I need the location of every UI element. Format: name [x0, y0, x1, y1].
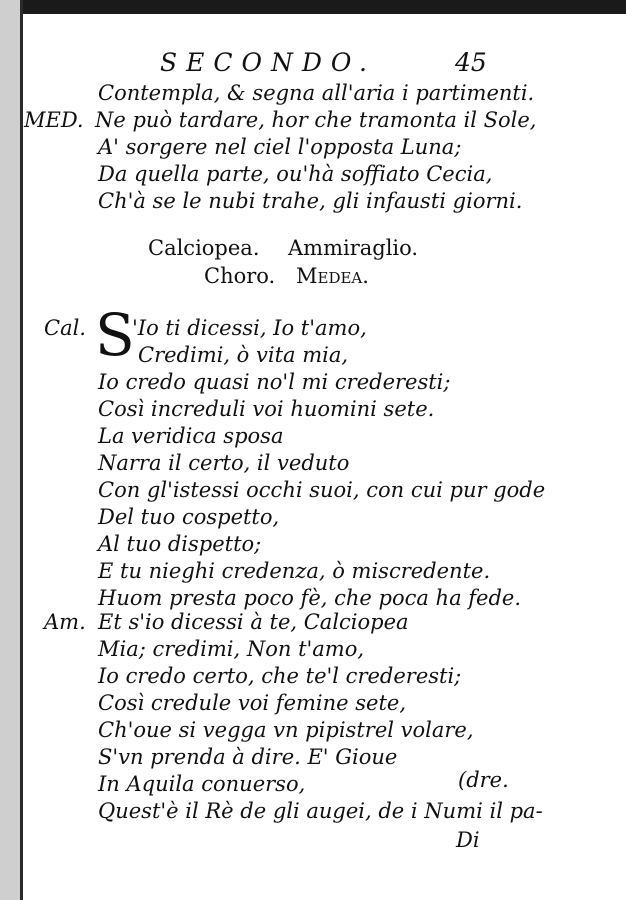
- scene-character: Ammiraglio.: [288, 236, 419, 260]
- verse-line: A' sorgere nel ciel l'opposta Luna;: [98, 135, 462, 159]
- verse-line: Ne può tardare, hor che tramonta il Sole,: [95, 108, 537, 132]
- verse-line: 'Io ti dicessi, Io t'amo,: [132, 316, 367, 340]
- verse-line: In Aquila conuerso,: [98, 772, 306, 796]
- page-top-shadow: [0, 0, 626, 14]
- turnover-text: (dre.: [458, 768, 509, 792]
- verse-line: Al tuo dispetto;: [98, 532, 262, 556]
- verse-line: Narra il certo, il veduto: [98, 451, 350, 475]
- verse-line: S'vn prenda à dire. E' Gioue: [98, 745, 398, 769]
- verse-line: Credimi, ò vita mia,: [138, 343, 349, 367]
- running-head: SECONDO.: [160, 48, 376, 77]
- drop-capital: S: [95, 301, 135, 369]
- verse-line: Io credo quasi no'l mi crederesti;: [98, 370, 451, 394]
- page-number: 45: [455, 48, 487, 77]
- speaker-label-am: Am.: [44, 610, 86, 634]
- scene-character: Calciopea.: [148, 236, 260, 260]
- scene-character: Choro.: [204, 264, 276, 288]
- verse-line: La veridica sposa: [98, 424, 284, 448]
- verse-line: Huom presta poco fè, che poca ha fede.: [98, 586, 522, 610]
- verse-line: Et s'io dicessi à te, Calciopea: [98, 610, 409, 634]
- speaker-label-med: MED.: [24, 108, 84, 132]
- speaker-label-cal: Cal.: [44, 316, 86, 340]
- binding-gutter: [0, 0, 20, 900]
- verse-line: Contempla, & segna all'aria i partimenti.: [98, 81, 535, 105]
- verse-line: Mia; credimi, Non t'amo,: [98, 637, 365, 661]
- verse-line: Così increduli voi huomini sete.: [98, 397, 435, 421]
- verse-line: Quest'è il Rè de gli augei, de i Numi il pa-: [98, 799, 543, 823]
- verse-line: Del tuo cospetto,: [98, 505, 280, 529]
- catchword: Di: [456, 828, 480, 852]
- binding-edge: [20, 0, 23, 900]
- scene-character: Medea.: [296, 264, 369, 288]
- verse-line: Ch'à se le nubi trahe, gli infausti giorni.: [98, 189, 523, 213]
- verse-line: E tu nieghi credenza, ò miscredente.: [98, 559, 491, 583]
- verse-line: Con gl'istessi occhi suoi, con cui pur gode: [98, 478, 546, 502]
- verse-line: Io credo certo, che te'l crederesti;: [98, 664, 462, 688]
- verse-line: Così credule voi femine sete,: [98, 691, 406, 715]
- verse-line: Ch'oue si vegga vn pipistrel volare,: [98, 718, 474, 742]
- verse-line: Da quella parte, ou'hà soffiato Cecia,: [98, 162, 493, 186]
